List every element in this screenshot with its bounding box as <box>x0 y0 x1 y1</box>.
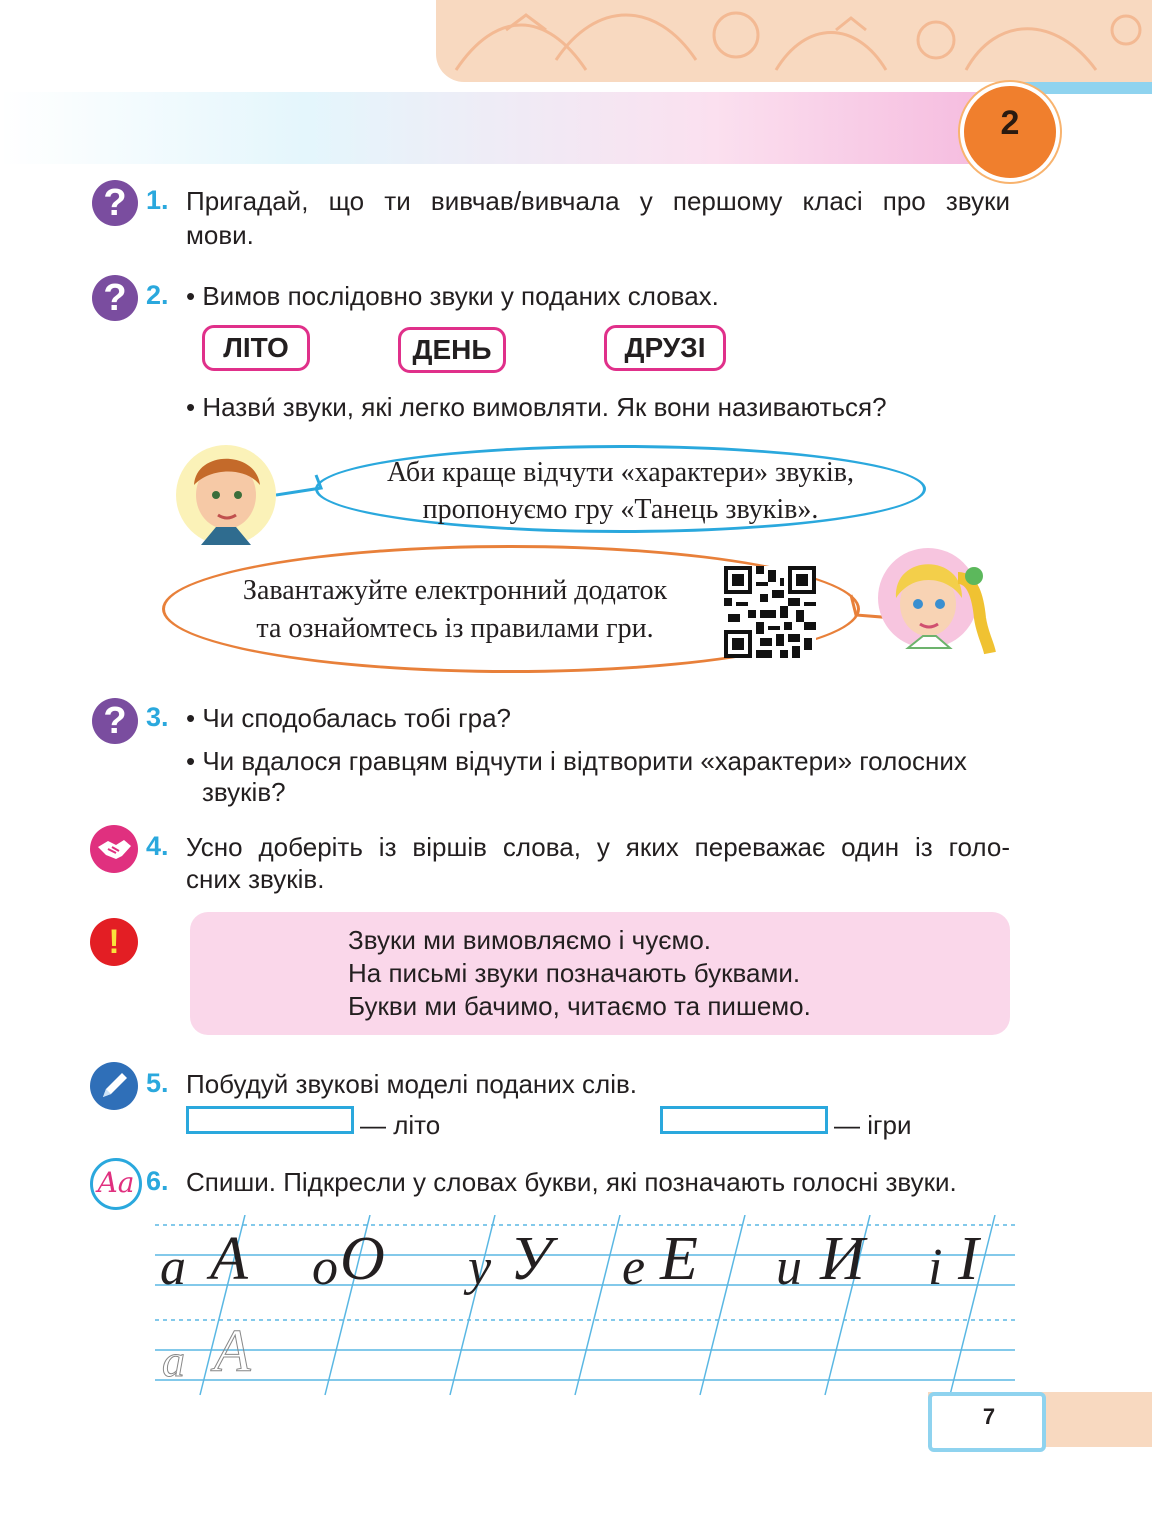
handshake-icon <box>90 825 138 873</box>
task-5-text: Побудуй звукові моделі поданих слів. <box>186 1069 638 1099</box>
task-1-number: 1. <box>146 185 169 215</box>
girl-line1: Завантажуйте електронний додаток <box>242 575 668 606</box>
sound-model-box[interactable] <box>660 1106 828 1134</box>
ornament-pattern <box>436 0 1152 82</box>
cursive-letter: е <box>622 1239 646 1296</box>
boy-line1: Аби краще відчути «характери» звуків, <box>387 457 854 488</box>
task-3-bullet2-line1: • Чи вдалося гравцям відчути і відтворити «характери» голосних <box>186 746 967 776</box>
cursive-letter: І <box>958 1225 979 1293</box>
boy-avatar <box>176 445 276 545</box>
exclamation-icon: ! <box>90 918 138 966</box>
task-2-bullet1: • Вимов послідовно звуки у поданих словах. <box>186 281 719 311</box>
cursive-letter: У <box>510 1225 552 1293</box>
rule-line1: Звуки ми вимовляємо і чуємо. <box>348 925 712 955</box>
pencil-icon <box>90 1062 138 1110</box>
word-card: ЛІТО <box>202 325 310 371</box>
cursive-letter: А <box>210 1225 248 1293</box>
word-card: ДРУЗІ <box>604 325 726 371</box>
task-1-text-line2: мови. <box>186 220 254 250</box>
lesson-number: 2 <box>1000 104 1020 142</box>
task-2-bullet2: • Назви́ звуки, які легко вимовляти. Як вони називаються? <box>186 392 887 422</box>
cursive-letter: Е <box>660 1225 698 1293</box>
copybook-lines <box>155 1215 1015 1400</box>
sound-model-box[interactable] <box>186 1106 354 1134</box>
girl-line2: та ознайомтесь із правилами гри. <box>256 613 654 644</box>
task-1-text-line1: Пригадай, що ти вивчав/вивчала у першому класі про звуки <box>186 186 1010 216</box>
header-stripe <box>0 92 1020 164</box>
question-icon: ? <box>92 698 138 744</box>
task-6-text: Спиши. Підкресли у словах букви, які позначають голосні звуки. <box>186 1167 957 1197</box>
task-3-bullet2-line2: звуків? <box>202 777 286 807</box>
rule-line2: На письмі звуки позначають буквами. <box>348 958 801 988</box>
sound-model-label: — літо <box>360 1110 441 1140</box>
cursive-letter: и <box>776 1239 802 1296</box>
cursive-letter: И <box>820 1225 865 1293</box>
boy-line2: пропонуємо гру «Танець звуків». <box>422 494 819 525</box>
question-icon: ? <box>92 180 138 226</box>
girl-avatar <box>878 548 1008 660</box>
task-4-text-line1: Усно доберіть із віршів слова, у яких переважає один із голо- <box>186 832 1010 862</box>
task-2-number: 2. <box>146 280 169 310</box>
header-ornament <box>436 0 1152 82</box>
tracing-letter: А <box>214 1318 251 1384</box>
tracing-letter: а <box>162 1335 185 1386</box>
page-number: 7 <box>982 1404 996 1429</box>
task-6-number: 6. <box>146 1166 169 1196</box>
sound-model-label: — ігри <box>834 1110 912 1140</box>
question-icon: ? <box>92 275 138 321</box>
word-card: ДЕНЬ <box>398 327 506 373</box>
cursive-letter: і <box>928 1239 943 1296</box>
task-4-text-line2: сних звуків. <box>186 864 325 894</box>
rule-line3: Букви ми бачимо, читаємо та пишемо. <box>348 991 811 1021</box>
cursive-letter: а <box>160 1239 186 1296</box>
qr-code-icon[interactable] <box>724 566 816 658</box>
cursive-letter: о <box>312 1239 338 1296</box>
handwriting-icon: Aa <box>90 1158 142 1210</box>
cursive-letter: О <box>340 1225 385 1293</box>
cursive-letter: у <box>468 1239 492 1296</box>
task-5-number: 5. <box>146 1068 169 1098</box>
task-4-number: 4. <box>146 831 169 861</box>
task-3-bullet1: • Чи сподобалась тобі гра? <box>186 703 511 733</box>
task-3-number: 3. <box>146 702 169 732</box>
